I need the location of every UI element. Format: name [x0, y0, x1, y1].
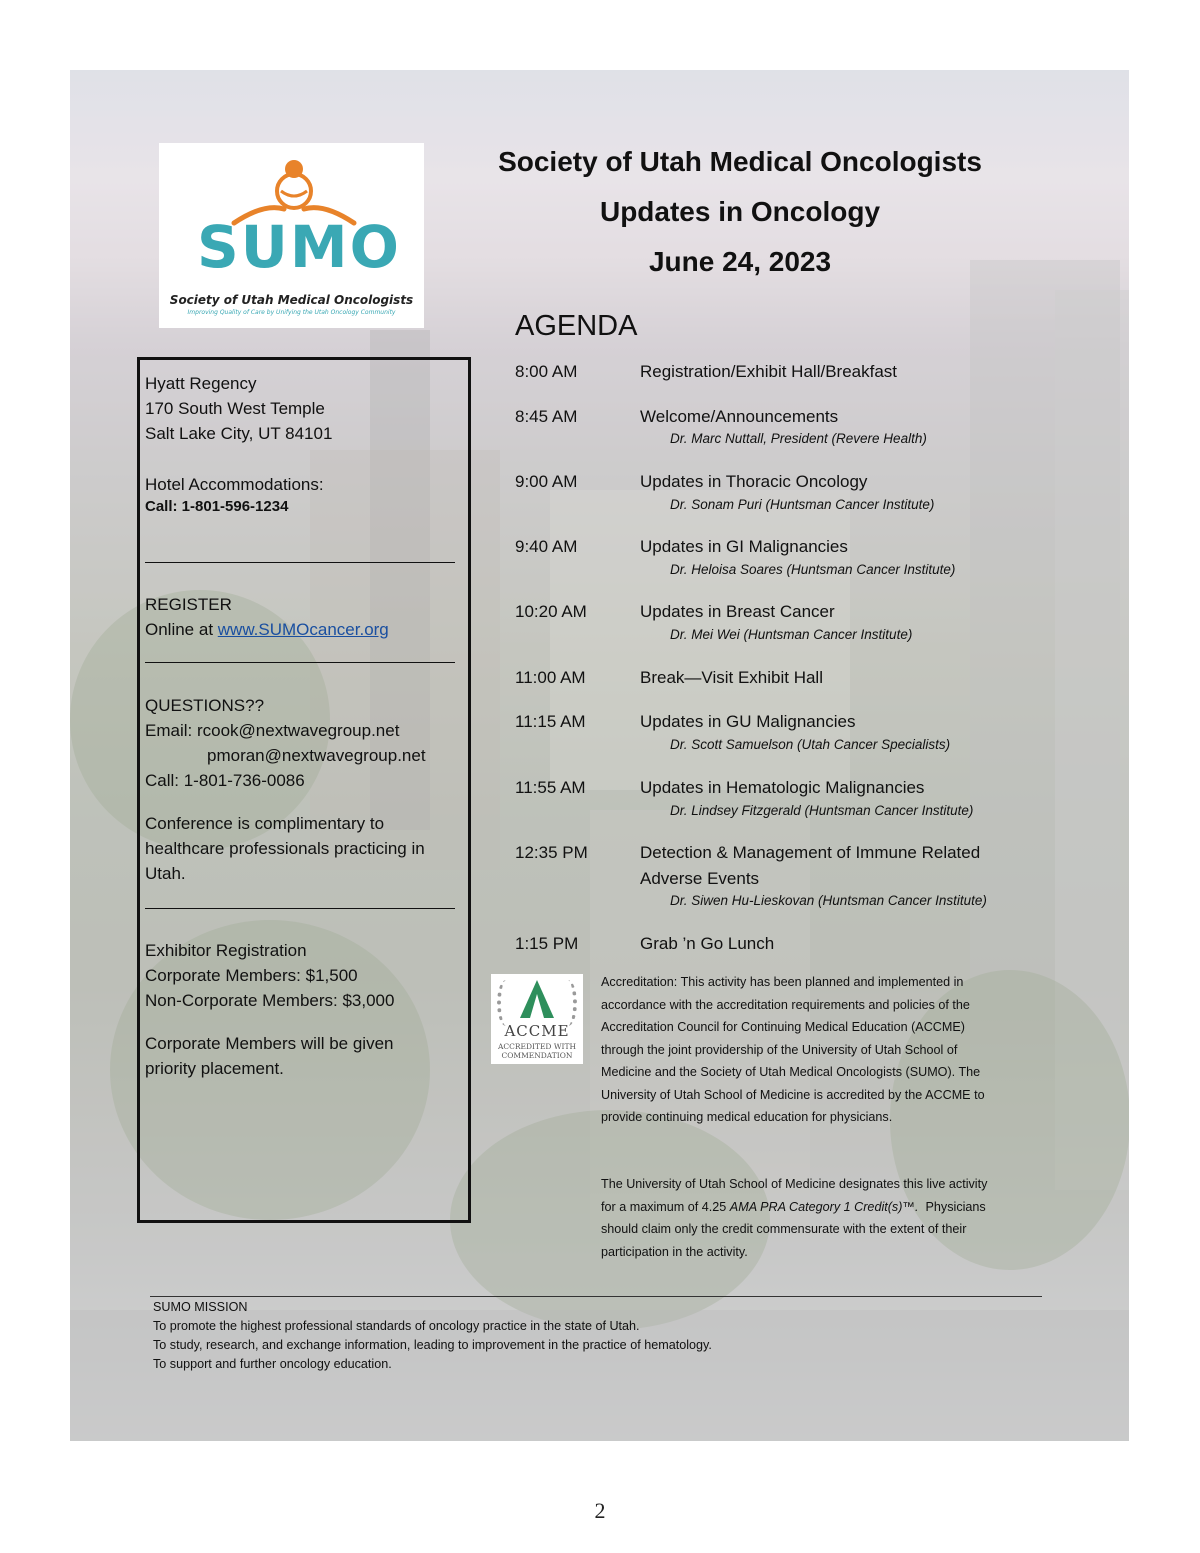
- accreditation-line: provide continuing medical education for physicians.: [601, 1110, 893, 1124]
- agenda-title: Updates in GI Malignancies: [640, 537, 848, 556]
- agenda-title: Updates in Thoracic Oncology: [640, 472, 868, 491]
- agenda-time: 9:00 AM: [515, 472, 578, 491]
- header-title: Society of Utah Medical Oncologists: [498, 146, 982, 177]
- email-secondary: pmoran@nextwavegroup.net: [207, 746, 426, 765]
- header-date: June 24, 2023: [648, 246, 832, 277]
- logo-tagline: Improving Quality of Care by Unifying the Utah Oncology Community: [187, 309, 396, 316]
- accreditation-line: through the joint providership of the University of Utah School of: [601, 1042, 958, 1057]
- mission-line: To study, research, and exchange information, leading to improvement in the practice of hematology.: [153, 1338, 712, 1352]
- accme-badge: [491, 974, 583, 1064]
- agenda-time: 11:00 AM: [515, 668, 586, 687]
- accme-triangle-cutout: [530, 994, 544, 1018]
- credit-line: participation in the activity.: [601, 1244, 748, 1259]
- hotel-label: Hotel Accommodations:: [145, 475, 324, 494]
- priority-line-1: Corporate Members will be given: [145, 1034, 394, 1053]
- email-line: Email: rcook@nextwavegroup.net: [145, 721, 400, 740]
- mission-label: SUMO MISSION: [153, 1300, 248, 1314]
- agenda-speaker: Dr. Siwen Hu-Lieskovan (Huntsman Cancer Institute): [670, 893, 987, 908]
- agenda-heading: AGENDA: [515, 310, 638, 342]
- accreditation-line: Medicine and the Society of Utah Medical Oncologists (SUMO). The: [601, 1065, 981, 1079]
- credit-prefix: for a maximum of 4.25: [601, 1199, 730, 1214]
- accme-sub-line-1: ACCREDITED WITH: [497, 1042, 577, 1051]
- hotel-phone: Call: 1-801-596-1234: [145, 498, 289, 515]
- agenda-time: 9:40 AM: [515, 537, 578, 556]
- agenda-time: 8:00 AM: [515, 362, 578, 381]
- accreditation-line: accordance with the accreditation requirements and policies of the: [601, 997, 970, 1012]
- venue-street: 170 South West Temple: [145, 399, 325, 418]
- header-subtitle: Updates in Oncology: [599, 196, 881, 227]
- complimentary-line-1: Conference is complimentary to: [145, 814, 385, 833]
- page-number: 2: [594, 1498, 606, 1523]
- credit-suffix: Physicians: [918, 1199, 986, 1214]
- mission-line: To support and further oncology education.: [153, 1357, 392, 1371]
- agenda-title-continued: Adverse Events: [640, 869, 760, 888]
- agenda-speaker: Dr. Heloisa Soares (Huntsman Cancer Institute): [670, 562, 956, 577]
- laurel-icon: [559, 980, 577, 1026]
- event-info-box: [137, 357, 471, 1223]
- credit-line: should claim only the credit commensurate with the extent of their: [601, 1222, 967, 1236]
- accreditation-paragraph: [601, 971, 1056, 1129]
- register-prefix: Online at: [145, 620, 218, 639]
- register-line: [145, 618, 389, 642]
- corporate-fee: Corporate Members: $1,500: [145, 966, 358, 985]
- divider: [145, 662, 455, 663]
- agenda-title: Grab ’n Go Lunch: [640, 934, 775, 953]
- divider: [145, 562, 455, 563]
- questions-phone: Call: 1-801-736-0086: [145, 771, 305, 790]
- credit-designation-paragraph: [601, 1173, 1056, 1263]
- agenda-title: Detection & Management of Immune Related: [640, 843, 981, 862]
- accreditation-line: Accreditation: This activity has been planned and implemented in: [601, 975, 964, 989]
- agenda-title: Registration/Exhibit Hall/Breakfast: [640, 362, 898, 381]
- sumo-logo: [159, 143, 424, 328]
- divider: [145, 908, 455, 909]
- agenda-title: Break—Visit Exhibit Hall: [640, 668, 823, 687]
- agenda-title: Updates in Breast Cancer: [640, 602, 835, 621]
- complimentary-line-3: Utah.: [145, 864, 186, 883]
- logo-org-name: Society of Utah Medical Oncologists: [169, 293, 414, 307]
- mission-line: To promote the highest professional standards of oncology practice in the state of Utah.: [153, 1319, 640, 1333]
- credit-category: AMA PRA Category 1 Credit(s)™.: [729, 1199, 919, 1214]
- venue-city: Salt Lake City, UT 84101: [145, 424, 333, 443]
- agenda-title: Welcome/Announcements: [640, 407, 839, 426]
- agenda-time: 12:35 PM: [515, 843, 588, 862]
- agenda-time: 11:55 AM: [515, 778, 586, 797]
- logo-wordmark: SUMO: [197, 213, 401, 281]
- agenda-time: 1:15 PM: [515, 934, 579, 953]
- agenda-speaker: Dr. Mei Wei (Huntsman Cancer Institute): [670, 627, 913, 642]
- accreditation-line: Accreditation Council for Continuing Medical Education (ACCME): [601, 1020, 965, 1034]
- non-corporate-fee: Non-Corporate Members: $3,000: [145, 991, 395, 1010]
- accreditation-line: University of Utah School of Medicine is accredited by the ACCME to: [601, 1087, 985, 1102]
- questions-label: QUESTIONS??: [145, 696, 265, 715]
- agenda-speaker: Dr. Marc Nuttall, President (Revere Health): [670, 431, 927, 446]
- register-label: REGISTER: [145, 595, 232, 614]
- laurel-icon: [497, 980, 515, 1026]
- exhibitor-label: Exhibitor Registration: [145, 941, 307, 960]
- priority-line-2: priority placement.: [145, 1059, 284, 1078]
- credit-line: [601, 1196, 1056, 1219]
- accme-word: ACCME: [504, 1022, 570, 1040]
- mission-divider: [150, 1296, 1042, 1297]
- agenda-time: 11:15 AM: [515, 712, 586, 731]
- agenda-title: Updates in GU Malignancies: [640, 712, 856, 731]
- agenda-speaker: Dr. Sonam Puri (Huntsman Cancer Institute): [670, 497, 935, 512]
- complimentary-line-2: healthcare professionals practicing in: [145, 839, 425, 858]
- agenda-time: 10:20 AM: [515, 602, 587, 621]
- agenda-time: 8:45 AM: [515, 407, 578, 426]
- accme-sub-line-2: COMMENDATION: [501, 1051, 573, 1060]
- credit-line: The University of Utah School of Medicine designates this live activity: [601, 1177, 988, 1191]
- register-link[interactable]: www.SUMOcancer.org: [217, 620, 389, 639]
- agenda-speaker: Dr. Lindsey Fitzgerald (Huntsman Cancer Institute): [670, 803, 974, 818]
- agenda-title: Updates in Hematologic Malignancies: [640, 778, 925, 797]
- agenda-speaker: Dr. Scott Samuelson (Utah Cancer Specialists): [670, 737, 951, 752]
- venue-name: Hyatt Regency: [145, 374, 257, 393]
